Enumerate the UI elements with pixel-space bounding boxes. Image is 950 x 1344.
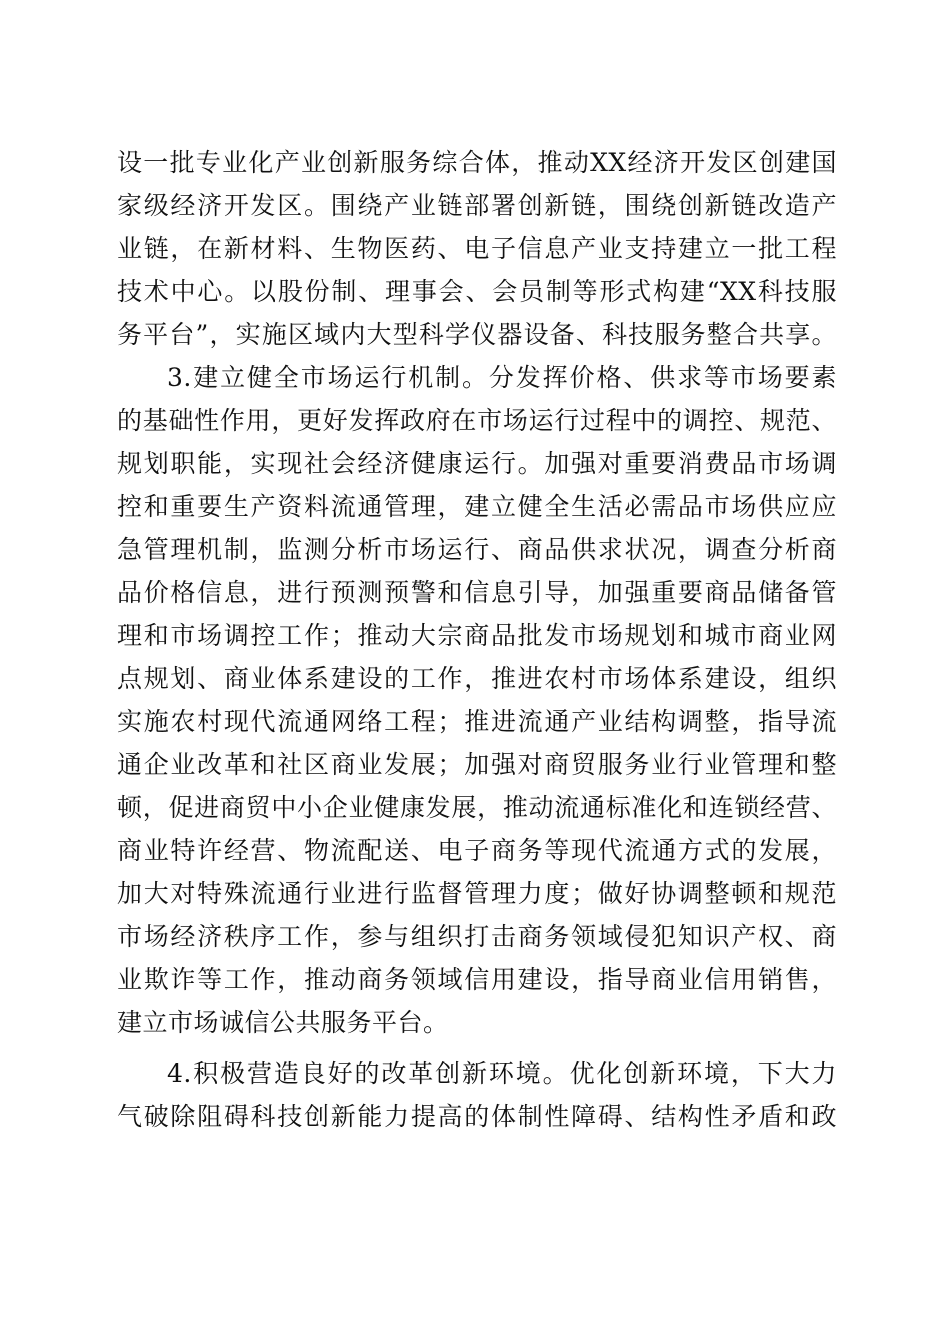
text-line: 控和重要生产资料流通管理，建立健全生活必需品市场供应应 xyxy=(117,492,837,521)
text-line: 实施农村现代流通网络工程；推进流通产业结构调整，指导流 xyxy=(117,707,837,736)
text-line: 急管理机制，监测分析市场运行、商品供求状况，调查分析商 xyxy=(117,535,837,564)
paragraph-spacer xyxy=(117,1044,837,1052)
text-line: 务平台”，实施区域内大型科学仪器设备、科技服务整合共享。 xyxy=(117,320,837,349)
text-line: 业链，在新材料、生物医药、电子信息产业支持建立一批工程 xyxy=(117,234,837,263)
text-line: 家级经济开发区。围绕产业链部署创新链，围绕创新链改造产 xyxy=(117,191,837,220)
text-line: 市场经济秩序工作，参与组织打击商务领域侵犯知识产权、商 xyxy=(117,922,837,951)
text-line: 点规划、商业体系建设的工作，推进农村市场体系建设，组织 xyxy=(117,664,837,693)
text-line: 加大对特殊流通行业进行监督管理力度；做好协调整顿和规范 xyxy=(117,879,837,908)
paragraph-market-mechanism xyxy=(117,356,837,1044)
text-line: 设一批专业化产业创新服务综合体，推动XX经济开发区创建国 xyxy=(117,148,837,177)
text-line: 的基础性作用，更好发挥政府在市场运行过程中的调控、规范、 xyxy=(117,406,837,435)
paragraph-innovation-environment xyxy=(117,1052,837,1138)
paragraph-heading-line: 4.积极营造良好的改革创新环境。优化创新环境，下大力 xyxy=(167,1059,837,1088)
text-line: 气破除阻碍科技创新能力提高的体制性障碍、结构性矛盾和政 xyxy=(117,1102,837,1131)
text-line: 规划职能，实现社会经济健康运行。加强对重要消费品市场调 xyxy=(117,449,837,478)
text-line: 通企业改革和社区商业发展；加强对商贸服务业行业管理和整 xyxy=(117,750,837,779)
text-line: 商业特许经营、物流配送、电子商务等现代流通方式的发展， xyxy=(117,836,837,865)
text-line: 理和市场调控工作；推动大宗商品批发市场规划和城市商业网 xyxy=(117,621,837,650)
paragraph-heading-line: 3.建立健全市场运行机制。分发挥价格、供求等市场要素 xyxy=(167,363,837,392)
text-line: 技术中心。以股份制、理事会、会员制等形式构建“XX科技服 xyxy=(117,277,837,306)
text-line: 品价格信息，进行预测预警和信息引导，加强重要商品储备管 xyxy=(117,578,837,607)
text-line: 业欺诈等工作，推动商务领域信用建设，指导商业信用销售， xyxy=(117,965,837,994)
paragraph-continuation xyxy=(117,141,837,356)
text-line: 顿，促进商贸中小企业健康发展，推动流通标准化和连锁经营、 xyxy=(117,793,837,822)
text-line: 建立市场诚信公共服务平台。 xyxy=(117,1008,449,1037)
document-body xyxy=(117,141,837,1138)
